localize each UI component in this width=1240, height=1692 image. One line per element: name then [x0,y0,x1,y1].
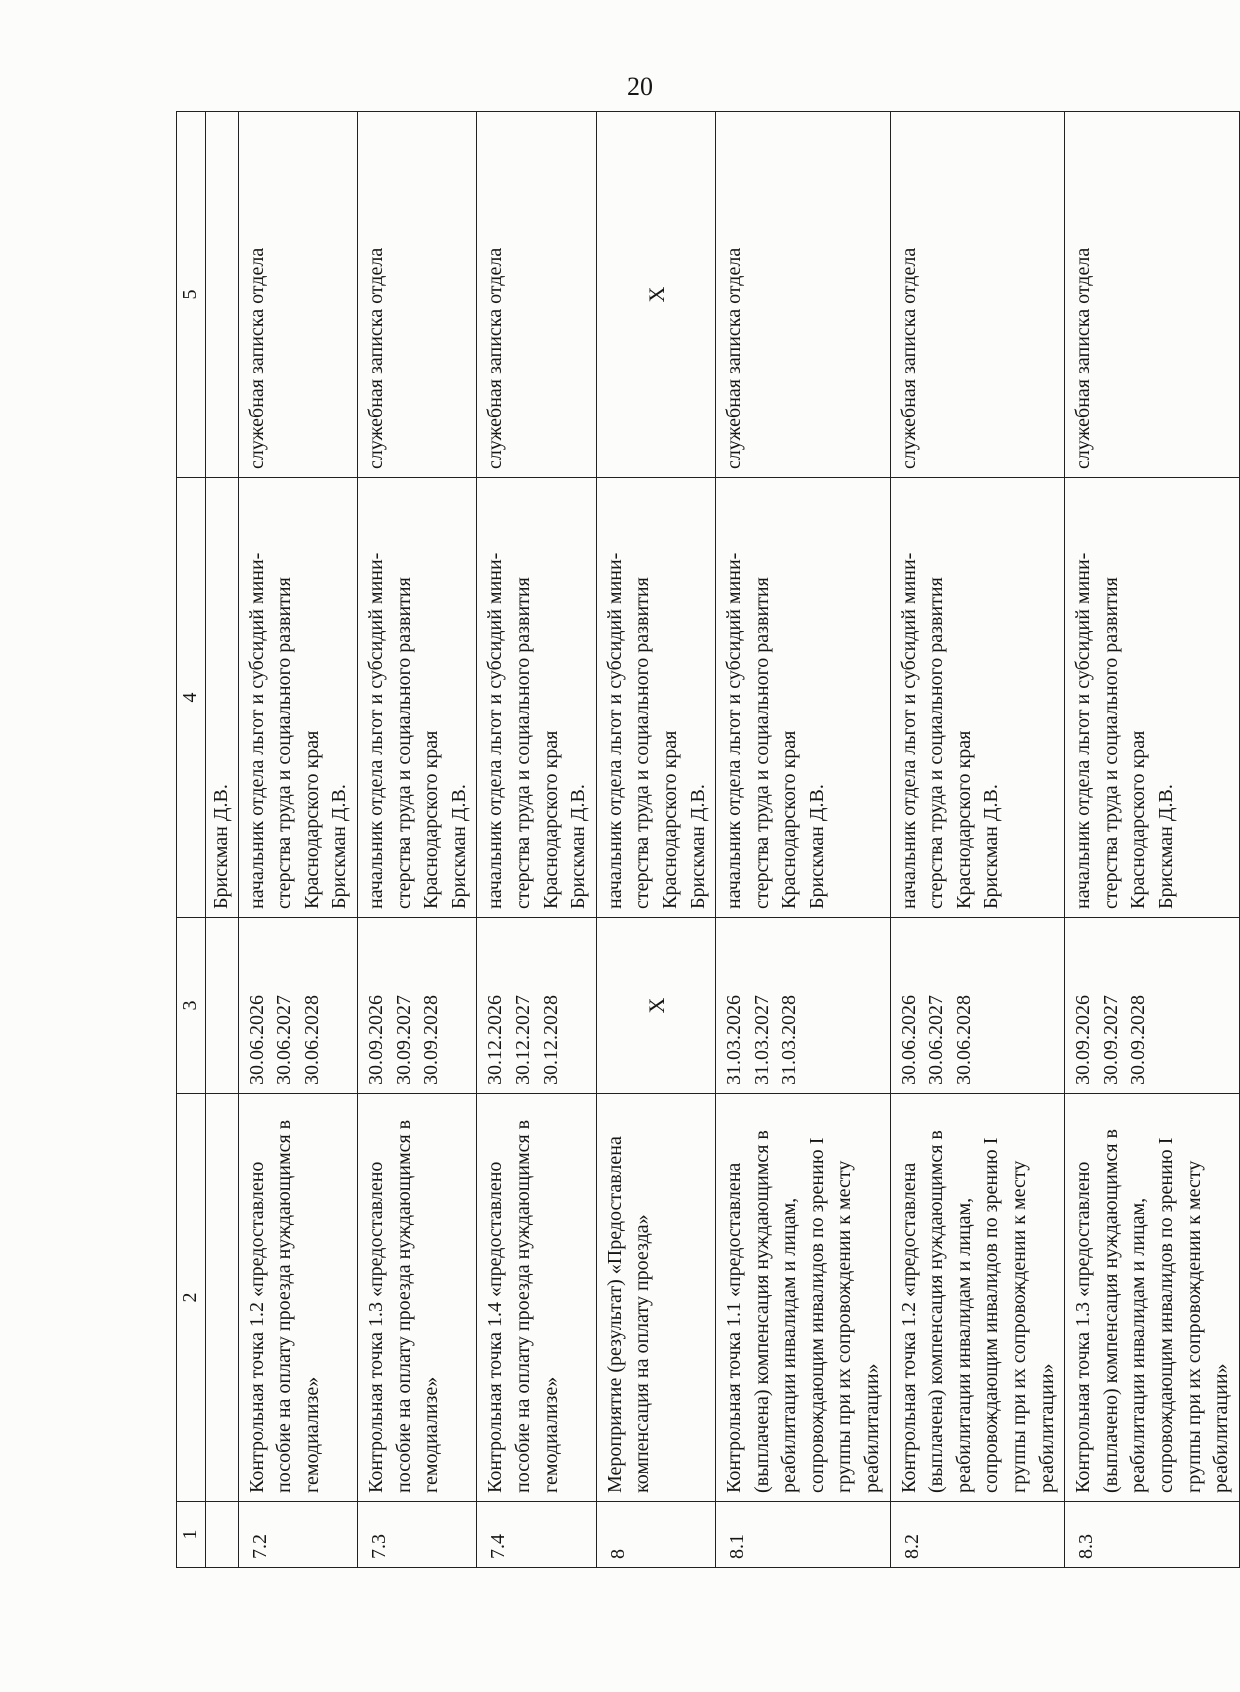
row-document-cell: служебная записка отдела [716,112,891,478]
row-document-cell: служебная записка отдела [1065,112,1240,478]
row-document-cell: служебная записка отдела [357,112,476,478]
date-value: 30.09.2026 [1072,995,1095,1085]
responsible-line: стерства труда и социального развития [631,577,654,909]
responsible-line: Краснодарского края [952,730,975,909]
responsible-line: стерства труда и социального развития [750,577,773,909]
responsible-line: Краснодарского края [300,730,323,909]
page-number: 20 [627,72,653,101]
row-dates-cell [890,918,1065,1094]
row-code-cell: 7.2 [238,1502,357,1568]
responsible-line: Краснодарского края [658,730,681,909]
responsible-line: начальник отдела льгот и субсидий мини- [723,552,746,909]
row-responsible-cell [1065,478,1240,918]
row-document-cell: служебная записка отдела [477,112,596,478]
responsible-line: Брискман Д.В. [805,784,828,909]
responsible-cell: Брискман Д.В. [205,478,238,918]
table-row [238,112,357,1568]
responsible-line: стерства труда и социального развития [511,577,534,909]
table-row [716,112,891,1568]
row-description-cell: Контрольная точка 1.4 «предоставлено пособие на оплату проезда нуждающимся в гемодиализе» [477,1094,596,1502]
table-row [357,112,476,1568]
row-document-cell: X [596,112,715,478]
row-document-cell: служебная записка отдела [890,112,1065,478]
description-cell [205,1094,238,1502]
row-document-cell: служебная записка отдела [238,112,357,478]
row-responsible-cell [357,478,476,918]
table-row [1065,112,1240,1568]
date-value: 30.06.2028 [300,995,323,1085]
row-dates-cell [477,918,596,1094]
column-number-5: 5 [177,112,206,478]
responsible-line: начальник отдела льгот и субсидий мини- [897,552,920,909]
date-value: 30.09.2027 [1099,995,1122,1085]
table-row [596,112,715,1568]
responsible-line: Брискман Д.В. [567,784,590,909]
column-number-1: 1 [177,1502,206,1568]
date-value: 30.06.2028 [952,995,975,1085]
row-description-cell: Контрольная точка 1.1 «предоставлена (выплачена) компенсация нуждающимся в реабилитации инвалидам и лицам, сопровождающим инвалидов по зрению I группы при их сопровождении к месту реабилитации» [716,1094,891,1502]
date-value: 31.03.2027 [750,995,773,1085]
rotated-table-frame [176,112,1233,1568]
responsible-line: Брискман Д.В. [1155,784,1177,909]
table-row [890,112,1065,1568]
date-value: 31.03.2028 [778,995,801,1085]
table-row [477,112,596,1568]
dates-cell [205,918,238,1094]
responsible-line: Краснодарского края [1127,730,1150,909]
row-code-cell: 7.3 [357,1502,476,1568]
row-description-cell: Мероприятие (результат) «Предоставлена компенсация на оплату проезда» [596,1094,715,1502]
column-number-4: 4 [177,478,206,918]
column-number-3: 3 [177,918,206,1094]
row-dates-cell [596,918,715,1094]
responsible-line: начальник отдела льгот и субсидий мини- [603,552,626,909]
row-description-cell: Контрольная точка 1.3 «предоставлено пособие на оплату проезда нуждающимся в гемодиализе» [357,1094,476,1502]
date-value: X [643,997,669,1014]
date-value: 30.09.2028 [1127,995,1150,1085]
date-value: 30.06.2026 [897,995,920,1085]
row-responsible-cell [596,478,715,918]
row-dates-cell [1065,918,1240,1094]
row-responsible-cell [238,478,357,918]
date-value: 30.06.2027 [273,995,296,1085]
responsible-line: Брискман Д.В. [686,784,709,909]
responsible-line: начальник отдела льгот и субсидий мини- [484,552,507,909]
date-value: 30.09.2028 [420,995,443,1085]
responsible-line: Брискман Д.В. [980,784,1003,909]
responsible-line: начальник отдела льгот и субсидий мини- [1072,552,1095,909]
responsible-line: стерства труда и социального развития [392,577,415,909]
row-responsible-cell [477,478,596,918]
column-number-2: 2 [177,1094,206,1502]
responsible-line: Краснодарского края [420,730,443,909]
document-cell [205,112,238,478]
row-description-cell: Контрольная точка 1.3 «предоставлено (выплачено) компенсация нуждающимся в реабилитации инвалидам и лицам, сопровождающим инвалидов по зрению I группы при их сопровождении к месту реабилитации» [1065,1094,1240,1502]
responsible-line: стерства труда и социального развития [925,577,948,909]
responsible-line: начальник отдела льгот и субсидий мини- [245,552,268,909]
continuation-row [205,112,238,1568]
responsible-line: начальник отдела льгот и субсидий мини- [364,552,387,909]
date-value: 30.09.2026 [364,995,387,1085]
date-value: 30.12.2028 [539,995,562,1085]
responsible-line: Брискман Д.В. [447,784,470,909]
row-code-cell: 8.2 [890,1502,1065,1568]
row-responsible-cell [890,478,1065,918]
responsible-line: стерства труда и социального развития [273,577,296,909]
date-value: 30.06.2026 [245,995,268,1085]
header-row [177,112,206,1568]
row-description-cell: Контрольная точка 1.2 «предоставлено пособие на оплату проезда нуждающимся в гемодиализе» [238,1094,357,1502]
responsible-line: Краснодарского края [539,730,562,909]
date-value: 31.03.2026 [723,995,746,1085]
code-cell [205,1502,238,1568]
date-value: 30.06.2027 [925,995,948,1085]
row-dates-cell [357,918,476,1094]
row-code-cell: 8 [596,1502,715,1568]
responsible-line: стерства труда и социального развития [1099,577,1122,909]
responsible-line: Брискман Д.В. [328,784,351,909]
date-value: 30.12.2026 [484,995,507,1085]
row-code-cell: 8.1 [716,1502,891,1568]
row-dates-cell [238,918,357,1094]
row-code-cell: 8.3 [1065,1502,1240,1568]
date-value: 30.09.2027 [392,995,415,1085]
row-code-cell: 7.4 [477,1502,596,1568]
row-responsible-cell [716,478,891,918]
control-points-table [176,111,1240,1568]
date-value: 30.12.2027 [511,995,534,1085]
row-description-cell: Контрольная точка 1.2 «предоставлена (выплачена) компенсация нуждающимся в реабилитации инвалидам и лицам, сопровождающим инвалидов по зрению I группы при их сопровождении к месту реабилитации» [890,1094,1065,1502]
responsible-line: Краснодарского края [778,730,801,909]
row-dates-cell [716,918,891,1094]
